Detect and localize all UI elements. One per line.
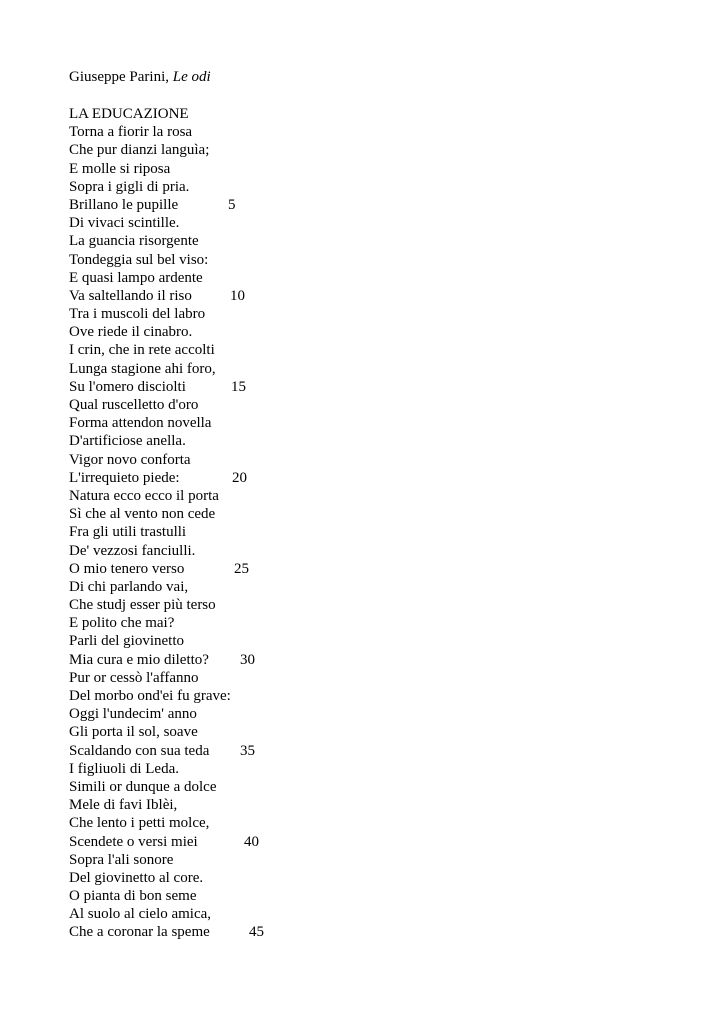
line-number: 25 bbox=[234, 560, 249, 577]
verse-line bbox=[69, 305, 369, 323]
verse-text: Ove riede il cinabro. bbox=[69, 324, 193, 341]
verse-text: Tondeggia sul bel viso: bbox=[69, 251, 209, 268]
verse-line bbox=[69, 396, 369, 414]
verse-text: Simili or dunque a dolce bbox=[69, 778, 217, 795]
verse-line bbox=[69, 742, 369, 760]
line-number: 30 bbox=[240, 651, 255, 668]
verse-text: Pur or cessò l'affanno bbox=[69, 669, 199, 686]
verse-line bbox=[69, 196, 369, 214]
line-number: 15 bbox=[231, 378, 246, 395]
line-number: 10 bbox=[230, 287, 245, 304]
document-header bbox=[69, 67, 211, 87]
verse-line bbox=[69, 451, 369, 469]
verse-text: O mio tenero verso bbox=[69, 560, 185, 577]
verse-line bbox=[69, 614, 369, 632]
verse-line bbox=[69, 341, 369, 359]
verse-line bbox=[69, 178, 369, 196]
line-number: 35 bbox=[240, 742, 255, 759]
verse-line bbox=[69, 687, 369, 705]
verse-text: De' vezzosi fanciulli. bbox=[69, 542, 196, 559]
verse-line bbox=[69, 596, 369, 614]
verse-line bbox=[69, 851, 369, 869]
verse-line bbox=[69, 323, 369, 341]
verse-line bbox=[69, 214, 369, 232]
verse-line bbox=[69, 869, 369, 887]
verse-text: Di chi parlando vai, bbox=[69, 578, 189, 595]
verse-text: Sopra l'ali sonore bbox=[69, 851, 174, 868]
verse-text: Che lento i petti molce, bbox=[69, 815, 210, 832]
verse-text: Brillano le pupille bbox=[69, 196, 179, 213]
verse-line bbox=[69, 578, 369, 596]
verse-text: Qual ruscelletto d'oro bbox=[69, 397, 199, 413]
author-name: Giuseppe Parini, bbox=[69, 69, 169, 85]
verse-text: E polito che mai? bbox=[69, 615, 175, 632]
verse-line bbox=[69, 432, 369, 450]
verse-line bbox=[69, 796, 369, 814]
verse-line bbox=[69, 523, 369, 541]
verse-line bbox=[69, 141, 369, 159]
verse-text: Del giovinetto al core. bbox=[69, 869, 204, 886]
verse-line bbox=[69, 287, 369, 305]
verse-text: Torna a fiorir la rosa bbox=[69, 124, 193, 141]
verse-line bbox=[69, 705, 369, 723]
verse-text: E quasi lampo ardente bbox=[69, 269, 203, 286]
verse-line bbox=[69, 123, 369, 141]
verse-text: Oggi l'undecim' anno bbox=[69, 706, 197, 723]
verse-line bbox=[69, 887, 369, 905]
verse-line bbox=[69, 414, 369, 432]
verse-line bbox=[69, 778, 369, 796]
verse-text: Su l'omero disciolti bbox=[69, 378, 186, 395]
verse-text: Mele di favi Iblèi, bbox=[69, 797, 178, 814]
verse-text: Sì che al vento non cede bbox=[69, 506, 216, 523]
verse-line bbox=[69, 487, 369, 505]
verse-text: Che studj esser più terso bbox=[69, 597, 216, 614]
verse-line bbox=[69, 632, 369, 650]
verse-list bbox=[69, 123, 369, 941]
verse-text: Scaldando con sua teda bbox=[69, 742, 210, 759]
verse-text: Mia cura e mio diletto? bbox=[69, 651, 209, 668]
verse-text: Sopra i gigli di pria. bbox=[69, 178, 190, 195]
verse-text: Lunga stagione ahi foro, bbox=[69, 360, 216, 377]
verse-line bbox=[69, 560, 369, 578]
verse-text: Gli porta il sol, soave bbox=[69, 724, 198, 741]
verse-line bbox=[69, 378, 369, 396]
poem-title: LA EDUCAZIONE bbox=[69, 106, 189, 122]
verse-line bbox=[69, 905, 369, 923]
verse-text: Natura ecco ecco il porta bbox=[69, 487, 219, 504]
line-number: 5 bbox=[228, 196, 236, 213]
verse-line bbox=[69, 160, 369, 178]
verse-line bbox=[69, 251, 369, 269]
verse-text: Fra gli utili trastulli bbox=[69, 524, 187, 541]
verse-line bbox=[69, 723, 369, 741]
verse-line bbox=[69, 360, 369, 378]
verse-line bbox=[69, 923, 369, 941]
verse-line bbox=[69, 269, 369, 287]
verse-line bbox=[69, 651, 369, 669]
line-number: 40 bbox=[244, 833, 259, 850]
verse-text: Del morbo ond'ei fu grave: bbox=[69, 688, 231, 704]
verse-line bbox=[69, 669, 369, 687]
work-title: Le odi bbox=[172, 69, 211, 85]
verse-text: I crin, che in rete accolti bbox=[69, 342, 215, 359]
verse-text: Al suolo al cielo amica, bbox=[69, 906, 212, 923]
verse-text: D'artificiose anella. bbox=[69, 433, 186, 450]
verse-text: Va saltellando il riso bbox=[69, 287, 192, 304]
verse-text: Tra i muscoli del labro bbox=[69, 306, 206, 323]
verse-line bbox=[69, 542, 369, 560]
verse-line bbox=[69, 469, 369, 487]
verse-text: Scendete o versi miei bbox=[69, 833, 198, 850]
verse-text: Di vivaci scintille. bbox=[69, 215, 180, 232]
poem bbox=[69, 105, 369, 942]
verse-line bbox=[69, 505, 369, 523]
verse-line bbox=[69, 760, 369, 778]
verse-text: Vigor novo conforta bbox=[69, 451, 191, 468]
verse-text: E molle si riposa bbox=[69, 160, 171, 177]
line-number: 45 bbox=[249, 924, 264, 941]
verse-text: Che pur dianzi languìa; bbox=[69, 142, 210, 159]
verse-text: Che a coronar la speme bbox=[69, 924, 210, 941]
verse-text: O pianta di bon seme bbox=[69, 888, 197, 905]
verse-line bbox=[69, 814, 369, 832]
line-number: 20 bbox=[232, 469, 247, 486]
verse-text: L'irrequieto piede: bbox=[69, 469, 180, 486]
verse-text: Forma attendon novella bbox=[69, 415, 212, 432]
verse-text: La guancia risorgente bbox=[69, 233, 199, 250]
verse-text: Parli del giovinetto bbox=[69, 633, 184, 650]
verse-text: I figliuoli di Leda. bbox=[69, 760, 179, 777]
verse-line bbox=[69, 232, 369, 250]
verse-line bbox=[69, 833, 369, 851]
